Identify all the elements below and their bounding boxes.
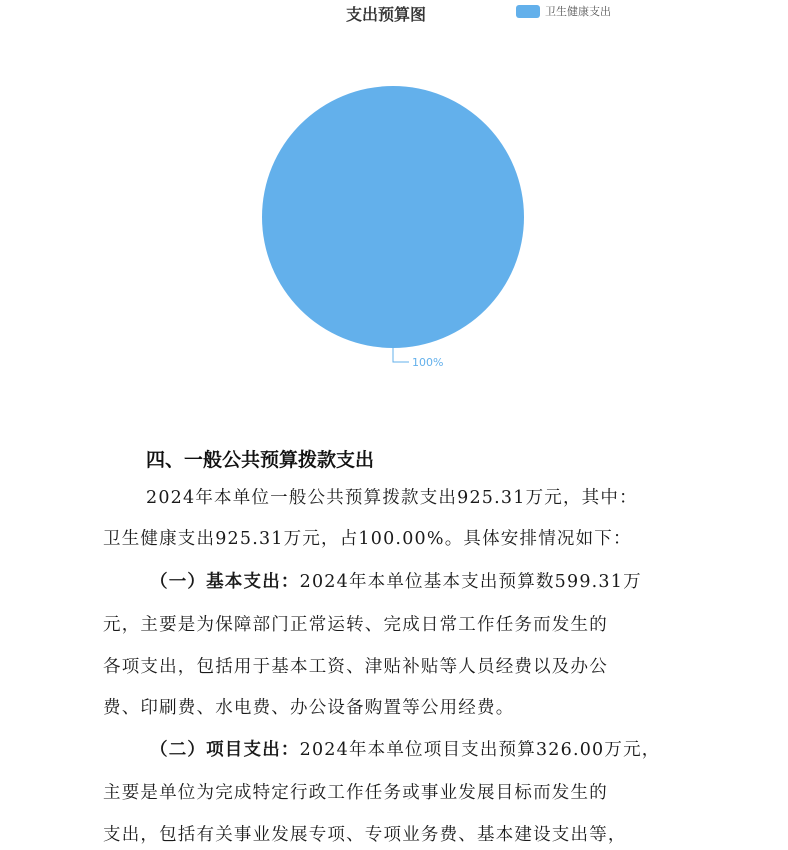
basic-expense-first-line	[150, 567, 734, 597]
paragraph-line: 卫生健康支出925.31万元，占100.00%。具体安排情况如下：	[103, 529, 632, 549]
legend-label: 卫生健康支出	[545, 5, 611, 18]
data-label-leader	[393, 348, 409, 362]
section-heading: 四、一般公共预算拨款支出	[146, 449, 375, 471]
basic-expense-text: 2024年本单位基本支出预算数599.31万	[299, 572, 642, 592]
pie-plot-area	[0, 0, 788, 400]
paragraph-line: 费、印刷费、水电费、办公设备购置等公用经费。	[103, 698, 515, 718]
paragraph-line: 各项支出，包括用于基本工资、津贴补贴等人员经费以及办公	[103, 657, 608, 677]
paragraph-line: 2024年本单位一般公共预算拨款支出925.31万元，其中：	[146, 488, 638, 508]
paragraph-line: 主要是单位为完成特定行政工作任务或事业发展目标而发生的	[103, 783, 608, 803]
pie-chart	[0, 0, 788, 400]
paragraph-line: 支出，包括有关事业发展专项、专项业务费、基本建设支出等，	[103, 825, 627, 845]
paragraph-line: 元，主要是为保障部门正常运转、完成日常工作任务而发生的	[103, 615, 608, 635]
data-label: 100%	[412, 356, 444, 369]
project-expense-text: 2024年本单位项目支出预算326.00万元，	[299, 740, 661, 760]
pie-slice[interactable]	[262, 86, 524, 348]
basic-expense-heading: （一）基本支出：	[150, 572, 300, 592]
project-expense-first-line	[150, 735, 734, 765]
project-expense-heading: （二）项目支出：	[150, 740, 300, 760]
chart-title: 支出预算图	[345, 5, 426, 24]
